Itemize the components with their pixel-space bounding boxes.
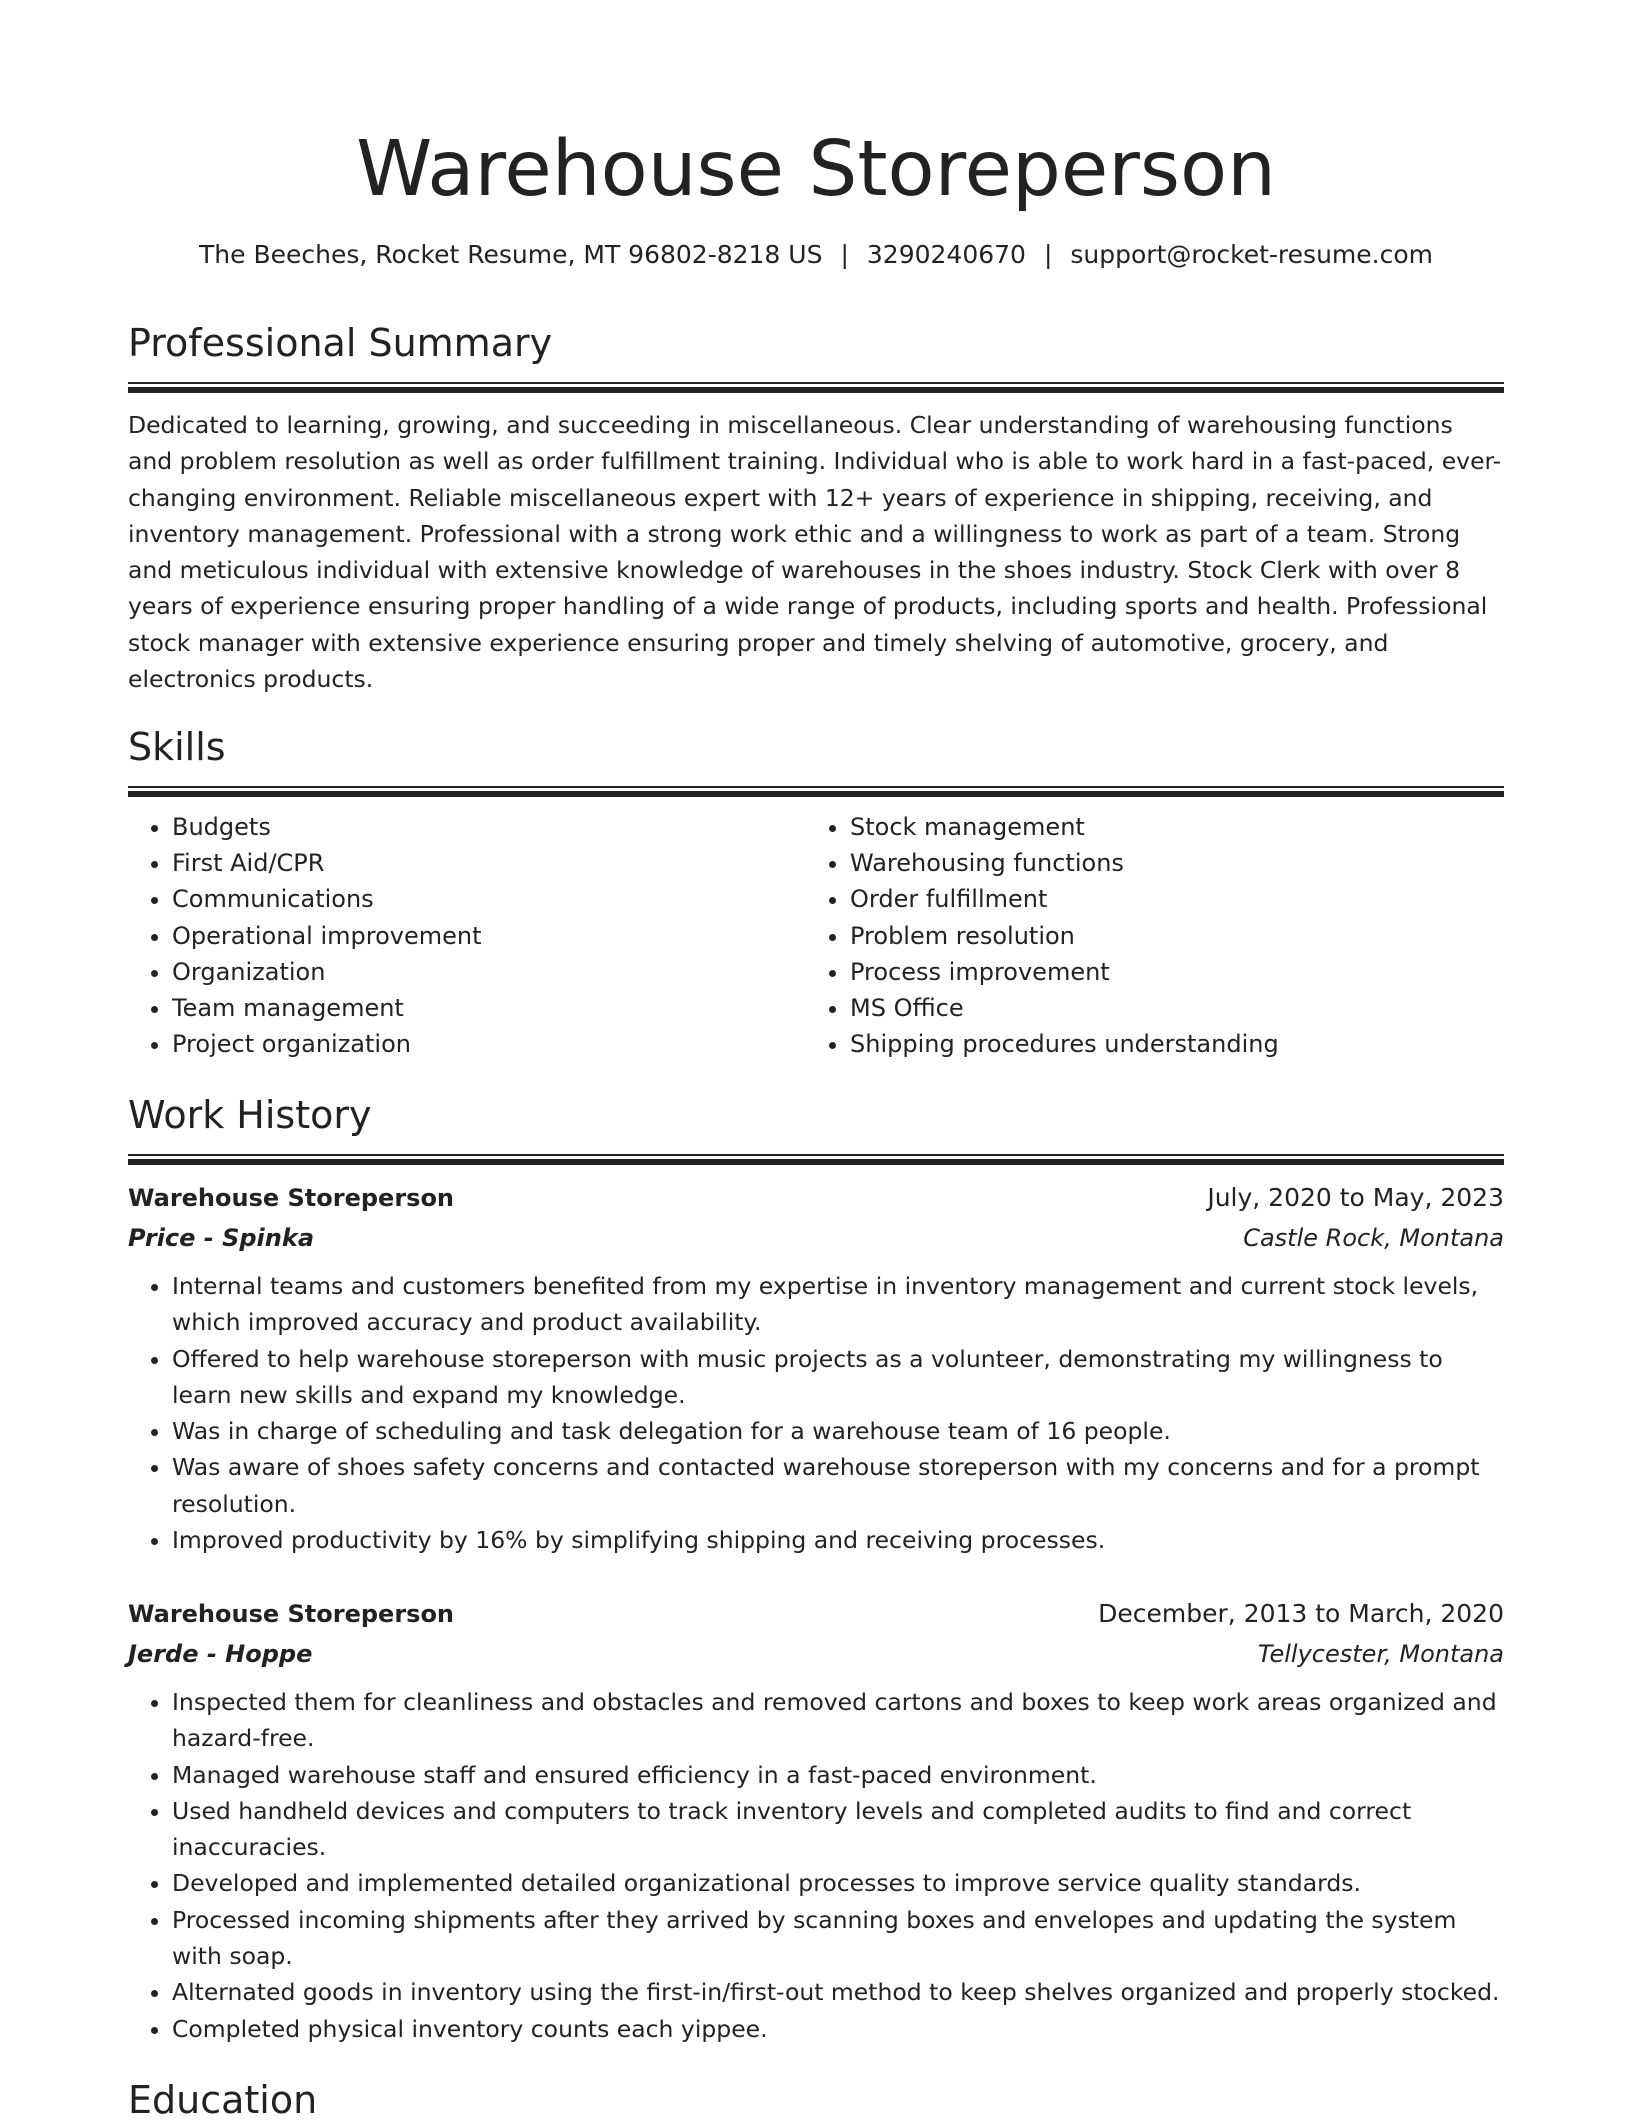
skill-item: • Process improvement xyxy=(850,954,1484,990)
skill-item: • Warehousing functions xyxy=(850,845,1484,881)
skill-item: • Project organization xyxy=(172,1026,806,1062)
resume-name: Warehouse Storeperson xyxy=(356,125,1276,214)
skill-item: • MS Office xyxy=(850,990,1484,1026)
skill-item: • Stock management xyxy=(850,809,1484,845)
job-bullet: • Was aware of shoes safety concerns and contacted warehouse storeperson with my concerns and for a prompt resolution. xyxy=(172,1449,1504,1522)
job-entry xyxy=(128,1594,1504,2047)
skill-item: • Communications xyxy=(172,881,806,917)
job-bullet: • Processed incoming shipments after they arrived by scanning boxes and envelopes and updating the system with soap. xyxy=(172,1902,1504,1975)
contact-address: The Beeches, Rocket Resume, MT 96802-8218 US xyxy=(199,240,823,269)
job-bullets xyxy=(128,1268,1504,1558)
job-dates: December, 2013 to March, 2020 xyxy=(1098,1599,1504,1628)
skills-section xyxy=(128,722,1504,1062)
job-bullet: • Was in charge of scheduling and task delegation for a warehouse team of 16 people. xyxy=(172,1413,1504,1449)
education-heading: Education xyxy=(128,2078,318,2122)
job-header-row xyxy=(128,1178,1504,1218)
job-bullet: • Managed warehouse staff and ensured efficiency in a fast-paced environment. xyxy=(172,1757,1504,1793)
job-entry xyxy=(128,1178,1504,1558)
section-divider xyxy=(128,1154,1504,1165)
job-bullet: • Alternated goods in inventory using the first-in/first-out method to keep shelves organized and properly stocked. xyxy=(172,1974,1504,2010)
skills-heading: Skills xyxy=(128,725,226,769)
contact-phone: 3290240670 xyxy=(866,240,1026,269)
job-company: Price - Spinka xyxy=(128,1224,315,1252)
job-bullet: • Completed physical inventory counts each yippee. xyxy=(172,2011,1504,2047)
skill-item: • Shipping procedures understanding xyxy=(850,1026,1484,1062)
job-title: Warehouse Storeperson xyxy=(128,1184,455,1212)
contact-separator: | xyxy=(1043,240,1053,269)
job-dates: July, 2020 to May, 2023 xyxy=(1207,1183,1504,1212)
education-section xyxy=(128,2075,1504,2125)
job-bullet: • Developed and implemented detailed organizational processes to improve service quality standards. xyxy=(172,1865,1504,1901)
section-divider xyxy=(128,786,1504,797)
skills-columns xyxy=(128,809,1504,1062)
job-header-row xyxy=(128,1594,1504,1634)
skill-item: • Problem resolution xyxy=(850,918,1484,954)
job-bullet: • Improved productivity by 16% by simplifying shipping and receiving processes. xyxy=(172,1522,1504,1558)
skill-item: • First Aid/CPR xyxy=(172,845,806,881)
contact-line xyxy=(128,238,1504,272)
job-title: Warehouse Storeperson xyxy=(128,1600,455,1628)
work-history-heading: Work History xyxy=(128,1093,372,1137)
skill-item: • Budgets xyxy=(172,809,806,845)
skills-list-right xyxy=(806,809,1484,1062)
skills-list-left xyxy=(128,809,806,1062)
job-company: Jerde - Hoppe xyxy=(128,1640,313,1668)
summary-text: Dedicated to learning, growing, and succeeding in miscellaneous. Clear understanding of warehousing functions and problem resolution as well as order fulfillment training. Individual who is able to work hard in a fast-paced, ever-changing environment. Reliable miscellaneous expert with 12+ years of experience in shipping, receiving, and inventory management. Professional with a strong work ethic and a willingness to work as part of a team. Strong and meticulous individual with extensive knowledge of warehouses in the shoes industry. Stock Clerk with over 8 years of experience ensuring proper handling of a wide range of products, including sports and health. Professional stock manager with extensive experience ensuring proper and timely shelving of automotive, grocery, and electronics products. xyxy=(128,411,1502,694)
job-bullet: • Offered to help warehouse storeperson with music projects as a volunteer, demonstrating my willingness to learn new skills and expand my knowledge. xyxy=(172,1341,1504,1414)
section-divider xyxy=(128,382,1504,393)
job-bullet: • Used handheld devices and computers to track inventory levels and completed audits to find and correct inaccuracies. xyxy=(172,1793,1504,1866)
summary-section xyxy=(128,318,1504,697)
job-bullet: • Internal teams and customers benefited from my expertise in inventory management and current stock levels, which improved accuracy and product availability. xyxy=(172,1268,1504,1341)
job-bullet: • Inspected them for cleanliness and obstacles and removed cartons and boxes to keep work areas organized and hazard-free. xyxy=(172,1684,1504,1757)
job-subheader-row xyxy=(128,1218,1504,1258)
summary-heading: Professional Summary xyxy=(128,321,553,365)
job-location: Castle Rock, Montana xyxy=(1243,1224,1504,1252)
contact-separator: | xyxy=(840,240,849,269)
job-subheader-row xyxy=(128,1634,1504,1674)
job-bullets xyxy=(128,1684,1504,2047)
skill-item: • Order fulfillment xyxy=(850,881,1484,917)
contact-email: support@rocket-resume.com xyxy=(1070,240,1433,269)
job-location: Tellycester, Montana xyxy=(1257,1640,1504,1668)
skill-item: • Organization xyxy=(172,954,806,990)
skill-item: • Team management xyxy=(172,990,806,1026)
skill-item: • Operational improvement xyxy=(172,918,806,954)
work-history-section xyxy=(128,1090,1504,1165)
resume-page xyxy=(128,0,1504,2122)
